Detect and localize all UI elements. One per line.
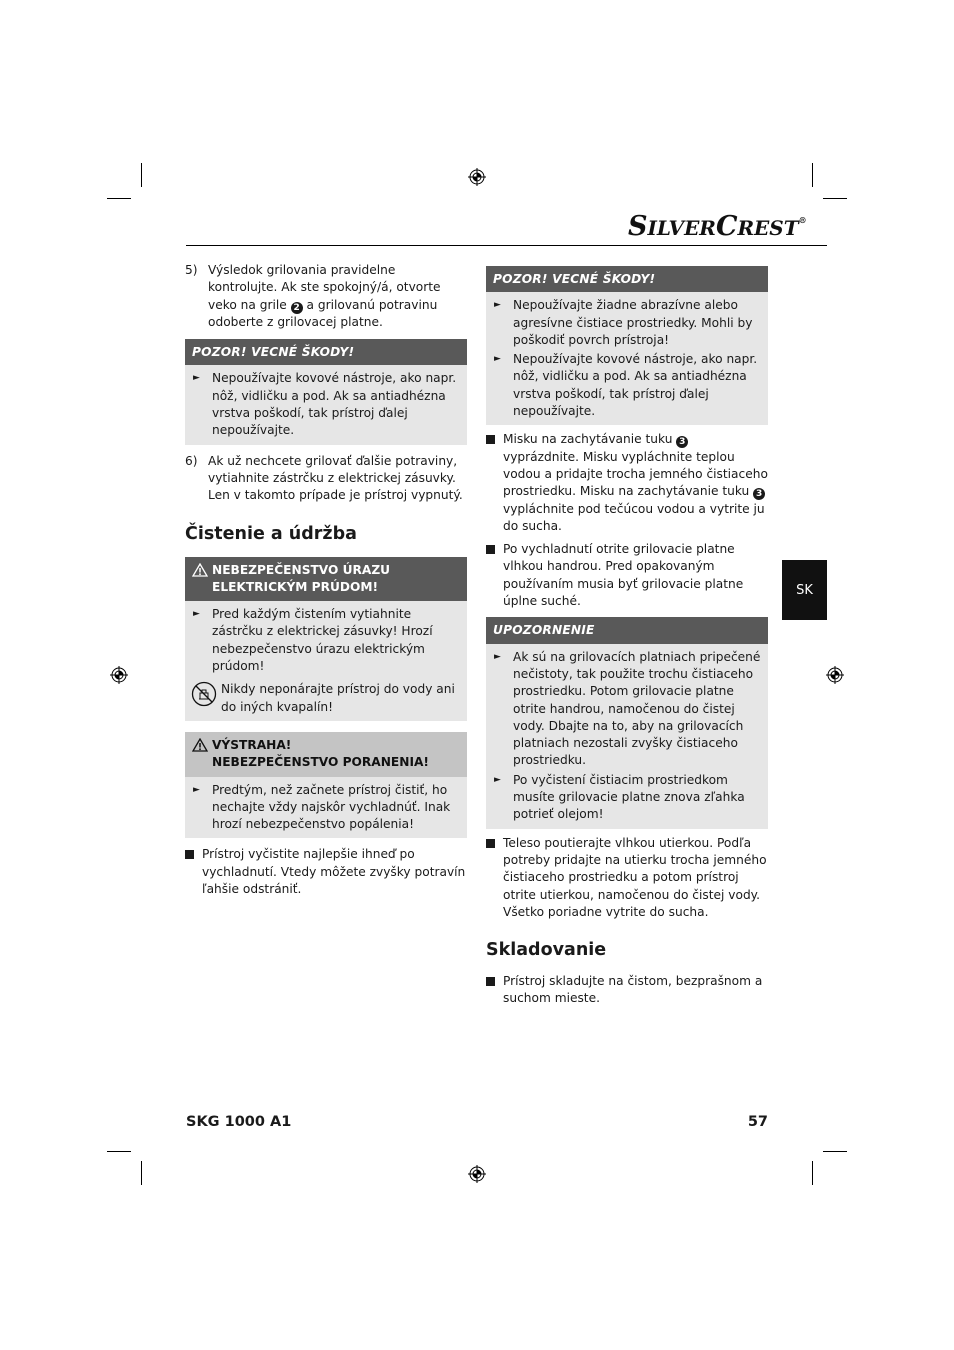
notice-title: POZOR! VECNÉ ŠKODY! — [486, 266, 768, 292]
registration-mark-icon — [110, 666, 128, 684]
square-bullet-icon — [486, 431, 503, 535]
arrow-bullet-icon: ► — [193, 784, 200, 795]
arrow-bullet-icon: ► — [193, 373, 200, 384]
list-item: Prístroj skladujte na čistom, bezprašnom a suchom mieste. — [486, 973, 768, 1008]
notice-title: POZOR! VECNÉ ŠKODY! — [185, 339, 467, 365]
crop-mark — [812, 1161, 813, 1185]
arrow-bullet-icon: ► — [494, 651, 501, 662]
step-6 — [185, 453, 467, 505]
list-item: ► Ak sú na grilovacích platniach pripečené nečistoty, tak použite trochu čistiaceho prostriedku. Potom grilovacie platne otrite handrou, namočenou do čistej vody. Dbajte na to, aby na grilovacích platniach nezostali zvyšky čistiaceho prostriedku. — [492, 649, 762, 770]
section-heading-cleaning: Čistenie a údržba — [185, 523, 357, 544]
arrow-bullet-icon: ► — [494, 354, 501, 365]
list-item: ► Pred každým čistením vytiahnite zástrčku z elektrickej zásuvky! Hrozí nebezpečenstvo úrazu elektrickým prúdom! — [191, 606, 461, 675]
part-reference: 3 — [676, 436, 688, 448]
silvercrest-logo — [628, 210, 828, 240]
step-5 — [185, 262, 467, 331]
warning-title: VÝSTRAHA! — [212, 737, 292, 752]
language-tab: SK — [782, 560, 827, 620]
warning-title: NEBEZPEČENSTVO ÚRAZU ELEKTRICKÝM PRÚDOM! — [212, 562, 391, 594]
notice-title: UPOZORNENIE — [486, 617, 768, 643]
list-item: ► Po vyčistení čistiacim prostriedkom musíte grilovacie platne znova zľahka potrieť olejom! — [492, 772, 762, 824]
list-item: ► Nepoužívajte žiadne abrazívne alebo agresívne čistiace prostriedky. Mohli by poškodiť povrch prístroja! — [492, 297, 762, 349]
list-item: ► Nepoužívajte kovové nástroje, ako napr. nôž, vidličku a pod. Ak sa antiadhézna vrstva poškodí, tak prístroj ďalej nepoužívajte. — [492, 351, 762, 420]
crop-mark — [141, 1161, 142, 1185]
footer-model: SKG 1000 A1 — [186, 1114, 292, 1130]
part-reference: 3 — [753, 488, 765, 500]
warning-subtitle: NEBEZPEČENSTVO PORANENIA! — [212, 755, 429, 770]
list-item: ► Nepoužívajte kovové nástroje, ako napr. nôž, vidličku a pod. Ak sa antiadhézna vrstva poškodí, tak prístroj ďalej nepoužívajte. — [191, 370, 461, 439]
header-rule — [186, 245, 827, 246]
warning-injury — [185, 732, 467, 838]
no-immersion-icon — [191, 681, 221, 716]
step-number: 5) — [185, 263, 198, 277]
arrow-bullet-icon: ► — [193, 609, 200, 620]
crop-mark — [812, 163, 813, 187]
crop-mark — [107, 198, 131, 199]
registration-mark-icon — [468, 1165, 486, 1183]
notice-property-damage — [486, 266, 768, 425]
warning-triangle-icon — [192, 562, 212, 597]
list-item: Teleso poutierajte vlhkou utierkou. Podľa potreby pridajte na utierku trocha jemného čistiaceho prostriedku a potom prístroj otrite utierkou, namočenou do čistej vody. Všetko poriadne vytrite do sucha. — [486, 835, 768, 921]
left-column — [185, 262, 467, 898]
page-number: 57 — [747, 1114, 768, 1130]
square-bullet-icon — [486, 973, 503, 1008]
section-heading-storage: Skladovanie — [486, 940, 607, 961]
square-bullet-icon — [185, 846, 202, 898]
crop-mark — [141, 163, 142, 187]
step-text: a grilovanú potravinu odoberte z grilovacej platne. — [208, 297, 438, 329]
registration-mark-icon — [826, 666, 844, 684]
no-immersion-note: Nikdy neponárajte prístroj do vody ani do iných kvapalín! — [191, 681, 461, 716]
svg-text:SILVERCREST®: SILVERCREST® — [628, 211, 807, 240]
step-number: 6) — [185, 453, 198, 468]
step-text: Ak už nechcete grilovať ďalšie potraviny, vytiahnite zástrčku z elektrickej zásuvky. Len v takomto prípade je prístroj vypnutý. — [208, 453, 463, 503]
step-text: Výsledok grilovania pravidelne kontrolujte. Ak ste spokojný/á, otvorte veko na grile — [208, 263, 441, 312]
part-reference: 2 — [291, 302, 303, 314]
arrow-bullet-icon: ► — [494, 774, 501, 785]
list-item: Po vychladnutí otrite grilovacie platne vlhkou handrou. Pred opakovaným používaním musia byť grilovacie platne úplne suché. — [486, 541, 768, 610]
notice-property-damage — [185, 339, 467, 444]
list-item: Prístroj vyčistite najlepšie ihneď po vychladnutí. Vtedy môžete zvyšky potravín ľahšie odstrániť. — [185, 846, 467, 898]
notice-note — [486, 617, 768, 828]
crop-mark — [107, 1151, 131, 1152]
square-bullet-icon — [486, 835, 503, 921]
warning-triangle-icon — [192, 737, 212, 772]
crop-mark — [823, 1151, 847, 1152]
right-column — [486, 266, 768, 1008]
arrow-bullet-icon: ► — [494, 300, 501, 311]
list-item: Misku na zachytávanie tuku 3 vyprázdnite. Misku vypláchnite teplou vodou a pridajte trocha jemného čistiaceho prostriedku. Misku na zachytávanie tuku 3 vypláchnite pod tečúcou vodou a vytrite ju do sucha. — [486, 431, 768, 535]
warning-electric-shock — [185, 557, 467, 721]
square-bullet-icon — [486, 541, 503, 610]
list-item: ► Predtým, než začnete prístroj čistiť, ho nechajte vždy najskôr vychladnúť. Inak hrozí nebezpečenstvo popálenia! — [191, 782, 461, 834]
crop-mark — [823, 198, 847, 199]
registration-mark-icon — [468, 168, 486, 186]
